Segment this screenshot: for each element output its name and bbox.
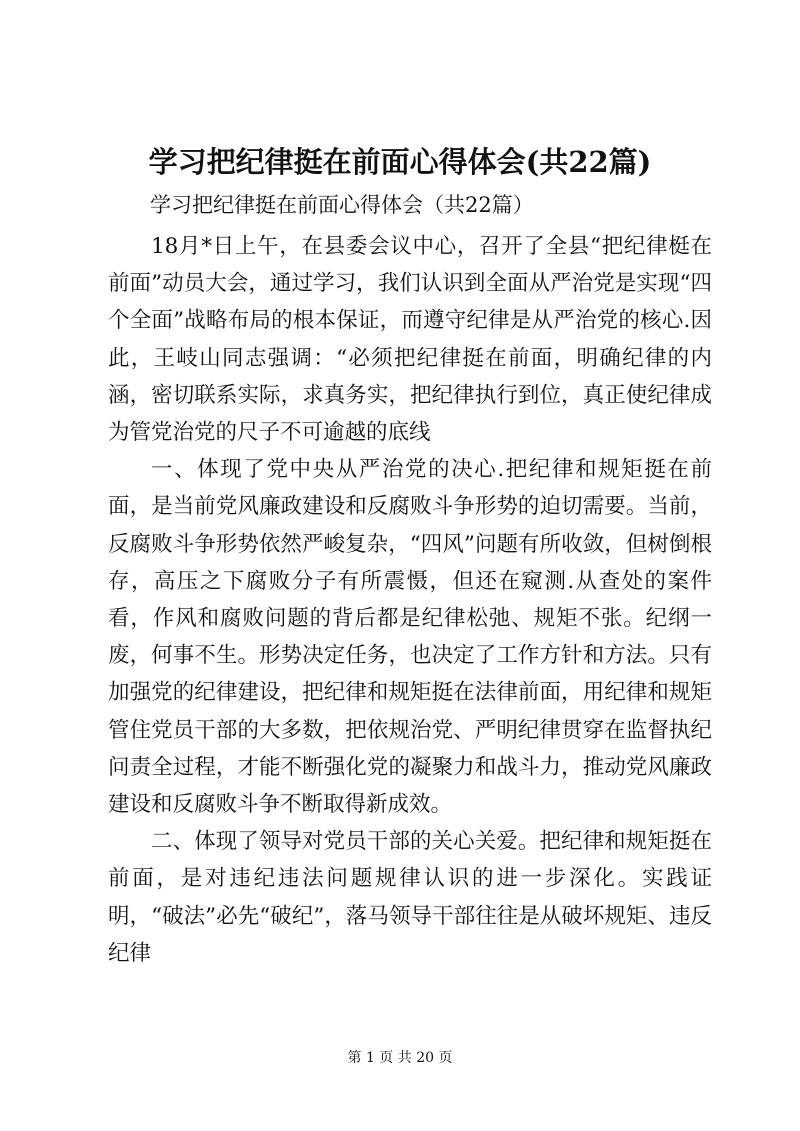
document-subtitle: 学习把纪律挺在前面心得体会（共22篇） [150, 193, 534, 217]
paragraph-section-one: 一、体现了党中央从严治党的决心.把纪律和规矩挺在前面，是当前党风廉政建设和反腐败斗争形势的迫切需要。当前，反腐败斗争形势依然严峻复杂，“四风”问题有所收敛，但树倒根存，高压之下腐败分子有所震慑，但还在窥测.从查处的案件看，作风和腐败问题的背后都是纪律松弛、规矩不张。纪纲一废，何事不生。形势决定任务，也决定了工作方针和方法。只有加强党的纪律建设，把纪律和规矩挺在法律前面，用纪律和规矩管住党员干部的大多数，把依规治党、严明纪律贯穿在监督执纪问责全过程，才能不断强化党的凝聚力和战斗力，推动党风廉政建设和反腐败斗争不断取得新成效。 [108, 457, 712, 818]
paragraph-section-two: 二、体现了领导对党员干部的关心关爱。把纪律和规矩挺在前面，是对违纪违法问题规律认识的进一步深化。实践证明，“破法”必先“破纪”，落马领导干部往往是从破坏规矩、违反纪律 [108, 829, 712, 966]
page-footer: 第 1 页 共 20 页 [347, 1050, 453, 1066]
paragraph-intro: 18月*日上午，在县委会议中心，召开了全县“把纪律梃在前面”动员大会，通过学习，我们认识到全面从严治党是实现“四个全面”战略布局的根本保证，而遵守纪律是从严治党的核心.因此，王岐山同志强调：“必须把纪律挺在前面，明确纪律的内涵，密切联系实际，求真务实，把纪律执行到位，真正使纪律成为管党治党的尺子不可逾越的底线 [108, 234, 712, 446]
document-body [108, 228, 712, 972]
document-title: 学习把纪律挺在前面心得体会(共22篇) [148, 145, 652, 179]
